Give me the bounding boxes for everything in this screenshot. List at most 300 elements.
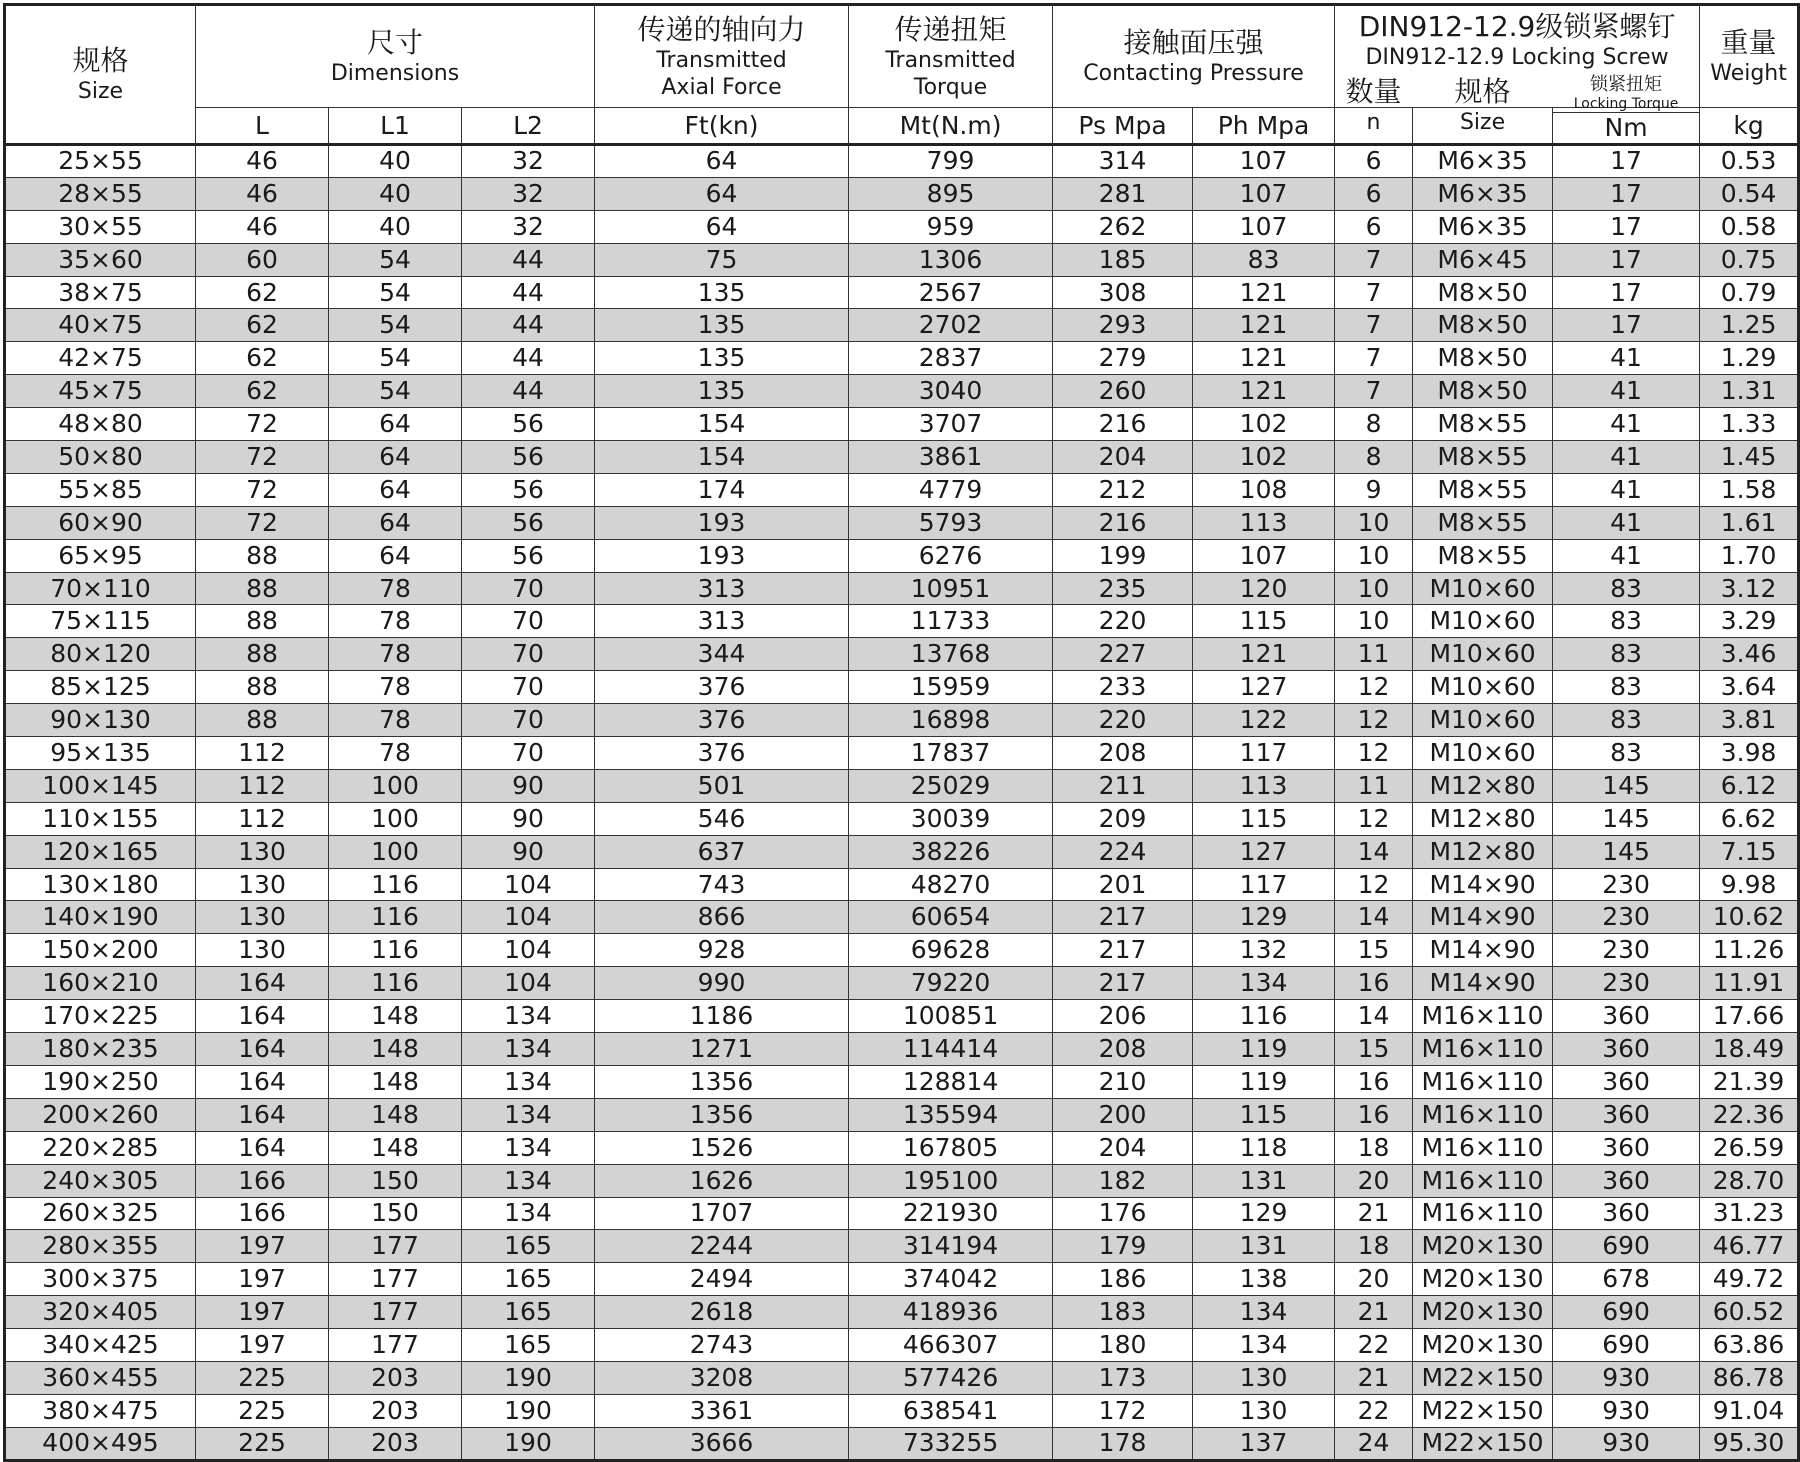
cell-weight: 1.31 bbox=[1700, 375, 1799, 408]
cell-L: 60 bbox=[196, 243, 329, 276]
cell-locking-torque: 41 bbox=[1553, 539, 1700, 572]
cell-locking-torque: 360 bbox=[1553, 1164, 1700, 1197]
cell-L1: 78 bbox=[329, 704, 462, 737]
cell-screw-size: M8×50 bbox=[1413, 342, 1553, 375]
cell-weight: 17.66 bbox=[1700, 1000, 1799, 1033]
cell-size: 120×165 bbox=[5, 835, 196, 868]
cell-locking-torque: 690 bbox=[1553, 1230, 1700, 1263]
cell-locking-torque: 83 bbox=[1553, 638, 1700, 671]
cell-ps: 216 bbox=[1053, 506, 1193, 539]
cell-locking-torque: 360 bbox=[1553, 1033, 1700, 1066]
cell-axial-force: 193 bbox=[595, 506, 849, 539]
cell-L: 112 bbox=[196, 769, 329, 802]
table-row bbox=[5, 1263, 1799, 1296]
cell-weight: 1.58 bbox=[1700, 473, 1799, 506]
cell-ps: 199 bbox=[1053, 539, 1193, 572]
cell-L1: 54 bbox=[329, 243, 462, 276]
cell-ph: 121 bbox=[1193, 309, 1335, 342]
cell-weight: 86.78 bbox=[1700, 1361, 1799, 1394]
cell-size: 190×250 bbox=[5, 1065, 196, 1098]
cell-axial-force: 75 bbox=[595, 243, 849, 276]
cell-axial-force: 313 bbox=[595, 605, 849, 638]
cell-L1: 64 bbox=[329, 473, 462, 506]
cell-ph: 117 bbox=[1193, 737, 1335, 770]
cell-locking-torque: 360 bbox=[1553, 1197, 1700, 1230]
cell-L2: 165 bbox=[462, 1230, 595, 1263]
cell-weight: 49.72 bbox=[1700, 1263, 1799, 1296]
cell-L2: 90 bbox=[462, 769, 595, 802]
cell-qty: 14 bbox=[1335, 1000, 1413, 1033]
cell-ph: 113 bbox=[1193, 769, 1335, 802]
cell-size: 110×155 bbox=[5, 802, 196, 835]
cell-ps: 227 bbox=[1053, 638, 1193, 671]
cell-ps: 206 bbox=[1053, 1000, 1193, 1033]
cell-locking-torque: 360 bbox=[1553, 1065, 1700, 1098]
cell-torque: 100851 bbox=[849, 1000, 1053, 1033]
cell-screw-size: M12×80 bbox=[1413, 769, 1553, 802]
cell-locking-torque: 145 bbox=[1553, 802, 1700, 835]
cell-ps: 224 bbox=[1053, 835, 1193, 868]
cell-L2: 104 bbox=[462, 901, 595, 934]
cell-size: 85×125 bbox=[5, 671, 196, 704]
cell-L1: 54 bbox=[329, 309, 462, 342]
cell-L: 88 bbox=[196, 572, 329, 605]
cell-weight: 0.58 bbox=[1700, 210, 1799, 243]
cell-torque: 69628 bbox=[849, 934, 1053, 967]
cell-screw-size: M8×55 bbox=[1413, 506, 1553, 539]
cell-ps: 217 bbox=[1053, 901, 1193, 934]
table-row bbox=[5, 276, 1799, 309]
cell-ph: 102 bbox=[1193, 408, 1335, 441]
cell-L: 88 bbox=[196, 539, 329, 572]
cell-qty: 10 bbox=[1335, 605, 1413, 638]
cell-L1: 177 bbox=[329, 1296, 462, 1329]
cell-ph: 134 bbox=[1193, 1296, 1335, 1329]
cell-L: 88 bbox=[196, 671, 329, 704]
cell-axial-force: 1707 bbox=[595, 1197, 849, 1230]
cell-L: 197 bbox=[196, 1296, 329, 1329]
cell-L: 164 bbox=[196, 1033, 329, 1066]
cell-ps: 204 bbox=[1053, 1131, 1193, 1164]
cell-L1: 150 bbox=[329, 1164, 462, 1197]
cell-ph: 83 bbox=[1193, 243, 1335, 276]
cell-screw-size: M12×80 bbox=[1413, 835, 1553, 868]
cell-size: 42×75 bbox=[5, 342, 196, 375]
cell-ps: 211 bbox=[1053, 769, 1193, 802]
table-row bbox=[5, 638, 1799, 671]
table-row bbox=[5, 243, 1799, 276]
table-row bbox=[5, 210, 1799, 243]
header-contact-pressure: 接触面压强 Contacting Pressure bbox=[1053, 5, 1335, 108]
cell-L2: 44 bbox=[462, 342, 595, 375]
cell-L2: 134 bbox=[462, 1033, 595, 1066]
cell-weight: 18.49 bbox=[1700, 1033, 1799, 1066]
cell-axial-force: 154 bbox=[595, 441, 849, 474]
table-row bbox=[5, 671, 1799, 704]
cell-qty: 22 bbox=[1335, 1329, 1413, 1362]
cell-L: 72 bbox=[196, 506, 329, 539]
cell-ph: 113 bbox=[1193, 506, 1335, 539]
cell-qty: 12 bbox=[1335, 737, 1413, 770]
cell-L: 62 bbox=[196, 309, 329, 342]
cell-locking-torque: 41 bbox=[1553, 473, 1700, 506]
cell-ph: 107 bbox=[1193, 145, 1335, 178]
table-row bbox=[5, 375, 1799, 408]
cell-screw-size: M8×50 bbox=[1413, 309, 1553, 342]
cell-locking-torque: 930 bbox=[1553, 1427, 1700, 1460]
cell-screw-size: M8×55 bbox=[1413, 408, 1553, 441]
cell-qty: 21 bbox=[1335, 1197, 1413, 1230]
cell-ps: 200 bbox=[1053, 1098, 1193, 1131]
cell-screw-size: M6×35 bbox=[1413, 177, 1553, 210]
cell-qty: 10 bbox=[1335, 572, 1413, 605]
cell-size: 100×145 bbox=[5, 769, 196, 802]
cell-ps: 308 bbox=[1053, 276, 1193, 309]
cell-ps: 262 bbox=[1053, 210, 1193, 243]
cell-ph: 127 bbox=[1193, 671, 1335, 704]
cell-screw-size: M10×60 bbox=[1413, 638, 1553, 671]
cell-axial-force: 501 bbox=[595, 769, 849, 802]
cell-ph: 122 bbox=[1193, 704, 1335, 737]
cell-L2: 90 bbox=[462, 835, 595, 868]
cell-ps: 201 bbox=[1053, 868, 1193, 901]
cell-torque: 4779 bbox=[849, 473, 1053, 506]
cell-L2: 134 bbox=[462, 1098, 595, 1131]
cell-size: 280×355 bbox=[5, 1230, 196, 1263]
cell-ph: 108 bbox=[1193, 473, 1335, 506]
cell-size: 30×55 bbox=[5, 210, 196, 243]
cell-axial-force: 546 bbox=[595, 802, 849, 835]
cell-weight: 63.86 bbox=[1700, 1329, 1799, 1362]
cell-L1: 40 bbox=[329, 210, 462, 243]
cell-L1: 54 bbox=[329, 276, 462, 309]
cell-size: 200×260 bbox=[5, 1098, 196, 1131]
cell-size: 55×85 bbox=[5, 473, 196, 506]
cell-size: 170×225 bbox=[5, 1000, 196, 1033]
cell-size: 60×90 bbox=[5, 506, 196, 539]
cell-torque: 3040 bbox=[849, 375, 1053, 408]
cell-qty: 9 bbox=[1335, 473, 1413, 506]
cell-weight: 95.30 bbox=[1700, 1427, 1799, 1460]
cell-ps: 209 bbox=[1053, 802, 1193, 835]
cell-L: 46 bbox=[196, 177, 329, 210]
cell-axial-force: 193 bbox=[595, 539, 849, 572]
cell-axial-force: 135 bbox=[595, 276, 849, 309]
cell-L1: 64 bbox=[329, 408, 462, 441]
cell-ps: 210 bbox=[1053, 1065, 1193, 1098]
cell-locking-torque: 145 bbox=[1553, 769, 1700, 802]
cell-qty: 7 bbox=[1335, 243, 1413, 276]
table-row bbox=[5, 1296, 1799, 1329]
table-row bbox=[5, 704, 1799, 737]
cell-weight: 21.39 bbox=[1700, 1065, 1799, 1098]
cell-screw-size: M10×60 bbox=[1413, 704, 1553, 737]
cell-L2: 44 bbox=[462, 375, 595, 408]
cell-torque: 195100 bbox=[849, 1164, 1053, 1197]
cell-ph: 102 bbox=[1193, 441, 1335, 474]
cell-L1: 78 bbox=[329, 572, 462, 605]
cell-qty: 6 bbox=[1335, 145, 1413, 178]
cell-L1: 100 bbox=[329, 835, 462, 868]
cell-axial-force: 928 bbox=[595, 934, 849, 967]
cell-screw-size: M6×45 bbox=[1413, 243, 1553, 276]
header-ps-unit: Ps Mpa bbox=[1053, 108, 1193, 145]
header-ph-unit: Ph Mpa bbox=[1193, 108, 1335, 145]
header-locking-torque: 锁紧扭矩 Locking Torque Nm bbox=[1553, 108, 1700, 145]
cell-L1: 148 bbox=[329, 1000, 462, 1033]
cell-qty: 6 bbox=[1335, 177, 1413, 210]
cell-locking-torque: 930 bbox=[1553, 1394, 1700, 1427]
cell-torque: 1306 bbox=[849, 243, 1053, 276]
cell-size: 340×425 bbox=[5, 1329, 196, 1362]
cell-weight: 1.29 bbox=[1700, 342, 1799, 375]
table-row bbox=[5, 1361, 1799, 1394]
cell-ph: 119 bbox=[1193, 1065, 1335, 1098]
cell-axial-force: 376 bbox=[595, 704, 849, 737]
cell-axial-force: 2244 bbox=[595, 1230, 849, 1263]
cell-ph: 107 bbox=[1193, 177, 1335, 210]
cell-L1: 54 bbox=[329, 375, 462, 408]
cell-L: 197 bbox=[196, 1263, 329, 1296]
cell-torque: 6276 bbox=[849, 539, 1053, 572]
cell-torque: 733255 bbox=[849, 1427, 1053, 1460]
cell-locking-torque: 678 bbox=[1553, 1263, 1700, 1296]
cell-L2: 44 bbox=[462, 243, 595, 276]
cell-screw-size: M16×110 bbox=[1413, 1098, 1553, 1131]
cell-locking-torque: 690 bbox=[1553, 1296, 1700, 1329]
cell-locking-torque: 230 bbox=[1553, 901, 1700, 934]
cell-axial-force: 64 bbox=[595, 145, 849, 178]
cell-L: 112 bbox=[196, 737, 329, 770]
cell-L2: 44 bbox=[462, 276, 595, 309]
cell-ph: 107 bbox=[1193, 210, 1335, 243]
cell-weight: 0.53 bbox=[1700, 145, 1799, 178]
cell-L: 62 bbox=[196, 375, 329, 408]
header-L1: L1 bbox=[329, 108, 462, 145]
cell-L2: 134 bbox=[462, 1164, 595, 1197]
header-screw-size: 规格 Size bbox=[1413, 108, 1553, 145]
cell-axial-force: 135 bbox=[595, 309, 849, 342]
cell-ph: 138 bbox=[1193, 1263, 1335, 1296]
cell-axial-force: 743 bbox=[595, 868, 849, 901]
cell-L: 72 bbox=[196, 473, 329, 506]
cell-L2: 165 bbox=[462, 1263, 595, 1296]
cell-axial-force: 135 bbox=[595, 342, 849, 375]
cell-weight: 28.70 bbox=[1700, 1164, 1799, 1197]
cell-axial-force: 154 bbox=[595, 408, 849, 441]
cell-ph: 121 bbox=[1193, 638, 1335, 671]
cell-locking-torque: 83 bbox=[1553, 671, 1700, 704]
cell-L1: 64 bbox=[329, 506, 462, 539]
cell-torque: 114414 bbox=[849, 1033, 1053, 1066]
table-row bbox=[5, 1033, 1799, 1066]
cell-axial-force: 2618 bbox=[595, 1296, 849, 1329]
cell-L1: 54 bbox=[329, 342, 462, 375]
cell-ph: 115 bbox=[1193, 802, 1335, 835]
cell-screw-size: M20×130 bbox=[1413, 1230, 1553, 1263]
cell-locking-torque: 230 bbox=[1553, 934, 1700, 967]
cell-L: 164 bbox=[196, 1000, 329, 1033]
cell-L1: 116 bbox=[329, 967, 462, 1000]
cell-L: 46 bbox=[196, 145, 329, 178]
table-row bbox=[5, 177, 1799, 210]
table-row bbox=[5, 1000, 1799, 1033]
cell-torque: 314194 bbox=[849, 1230, 1053, 1263]
cell-L2: 44 bbox=[462, 309, 595, 342]
cell-locking-torque: 230 bbox=[1553, 967, 1700, 1000]
table-row bbox=[5, 1329, 1799, 1362]
cell-torque: 13768 bbox=[849, 638, 1053, 671]
cell-L1: 64 bbox=[329, 539, 462, 572]
cell-locking-torque: 83 bbox=[1553, 704, 1700, 737]
cell-size: 260×325 bbox=[5, 1197, 196, 1230]
cell-screw-size: M22×150 bbox=[1413, 1361, 1553, 1394]
cell-weight: 91.04 bbox=[1700, 1394, 1799, 1427]
cell-axial-force: 3666 bbox=[595, 1427, 849, 1460]
table-row bbox=[5, 572, 1799, 605]
cell-screw-size: M14×90 bbox=[1413, 868, 1553, 901]
cell-L1: 203 bbox=[329, 1361, 462, 1394]
cell-size: 38×75 bbox=[5, 276, 196, 309]
cell-L1: 148 bbox=[329, 1098, 462, 1131]
cell-L1: 177 bbox=[329, 1263, 462, 1296]
cell-ph: 121 bbox=[1193, 342, 1335, 375]
cell-locking-torque: 41 bbox=[1553, 408, 1700, 441]
cell-weight: 3.98 bbox=[1700, 737, 1799, 770]
cell-ps: 182 bbox=[1053, 1164, 1193, 1197]
table-header bbox=[5, 5, 1799, 145]
cell-ph: 129 bbox=[1193, 1197, 1335, 1230]
cell-torque: 16898 bbox=[849, 704, 1053, 737]
cell-locking-torque: 17 bbox=[1553, 276, 1700, 309]
cell-axial-force: 3361 bbox=[595, 1394, 849, 1427]
table-row bbox=[5, 868, 1799, 901]
cell-locking-torque: 17 bbox=[1553, 177, 1700, 210]
cell-size: 400×495 bbox=[5, 1427, 196, 1460]
cell-locking-torque: 230 bbox=[1553, 868, 1700, 901]
cell-torque: 221930 bbox=[849, 1197, 1053, 1230]
cell-L2: 134 bbox=[462, 1131, 595, 1164]
table-row bbox=[5, 309, 1799, 342]
cell-torque: 3861 bbox=[849, 441, 1053, 474]
cell-axial-force: 174 bbox=[595, 473, 849, 506]
cell-torque: 418936 bbox=[849, 1296, 1053, 1329]
cell-locking-torque: 360 bbox=[1553, 1000, 1700, 1033]
header-torque: 传递扭矩 Transmitted Torque bbox=[849, 5, 1053, 108]
cell-L: 197 bbox=[196, 1329, 329, 1362]
cell-weight: 7.15 bbox=[1700, 835, 1799, 868]
table-row bbox=[5, 342, 1799, 375]
cell-screw-size: M16×110 bbox=[1413, 1065, 1553, 1098]
cell-screw-size: M6×35 bbox=[1413, 210, 1553, 243]
cell-ph: 107 bbox=[1193, 539, 1335, 572]
table-row bbox=[5, 506, 1799, 539]
cell-L2: 165 bbox=[462, 1296, 595, 1329]
cell-axial-force: 1356 bbox=[595, 1065, 849, 1098]
cell-qty: 8 bbox=[1335, 408, 1413, 441]
cell-L: 88 bbox=[196, 704, 329, 737]
cell-ph: 130 bbox=[1193, 1361, 1335, 1394]
cell-screw-size: M8×50 bbox=[1413, 276, 1553, 309]
cell-L: 112 bbox=[196, 802, 329, 835]
cell-size: 160×210 bbox=[5, 967, 196, 1000]
cell-ph: 127 bbox=[1193, 835, 1335, 868]
cell-ps: 217 bbox=[1053, 967, 1193, 1000]
table-row bbox=[5, 1197, 1799, 1230]
table-row bbox=[5, 145, 1799, 178]
cell-locking-torque: 690 bbox=[1553, 1329, 1700, 1362]
cell-weight: 0.75 bbox=[1700, 243, 1799, 276]
cell-L1: 177 bbox=[329, 1329, 462, 1362]
cell-torque: 15959 bbox=[849, 671, 1053, 704]
cell-L: 130 bbox=[196, 835, 329, 868]
cell-ph: 134 bbox=[1193, 1329, 1335, 1362]
cell-torque: 60654 bbox=[849, 901, 1053, 934]
table-body bbox=[5, 145, 1799, 1461]
cell-L: 166 bbox=[196, 1164, 329, 1197]
cell-L2: 70 bbox=[462, 737, 595, 770]
cell-weight: 26.59 bbox=[1700, 1131, 1799, 1164]
cell-weight: 1.70 bbox=[1700, 539, 1799, 572]
cell-locking-torque: 17 bbox=[1553, 243, 1700, 276]
cell-screw-size: M8×55 bbox=[1413, 441, 1553, 474]
cell-size: 300×375 bbox=[5, 1263, 196, 1296]
cell-L2: 104 bbox=[462, 934, 595, 967]
cell-qty: 12 bbox=[1335, 671, 1413, 704]
cell-locking-torque: 41 bbox=[1553, 506, 1700, 539]
cell-ph: 117 bbox=[1193, 868, 1335, 901]
spec-table bbox=[3, 3, 1800, 1462]
cell-ps: 183 bbox=[1053, 1296, 1193, 1329]
cell-ps: 179 bbox=[1053, 1230, 1193, 1263]
cell-weight: 11.91 bbox=[1700, 967, 1799, 1000]
cell-ps: 216 bbox=[1053, 408, 1193, 441]
cell-ph: 118 bbox=[1193, 1131, 1335, 1164]
cell-L: 225 bbox=[196, 1361, 329, 1394]
cell-qty: 18 bbox=[1335, 1230, 1413, 1263]
cell-L: 62 bbox=[196, 276, 329, 309]
cell-torque: 30039 bbox=[849, 802, 1053, 835]
cell-qty: 24 bbox=[1335, 1427, 1413, 1460]
cell-qty: 15 bbox=[1335, 934, 1413, 967]
header-L: L bbox=[196, 108, 329, 145]
cell-weight: 22.36 bbox=[1700, 1098, 1799, 1131]
table-row bbox=[5, 1131, 1799, 1164]
cell-screw-size: M6×35 bbox=[1413, 145, 1553, 178]
cell-L2: 104 bbox=[462, 967, 595, 1000]
cell-L: 72 bbox=[196, 441, 329, 474]
header-kg-unit: kg bbox=[1700, 108, 1799, 145]
cell-ps: 220 bbox=[1053, 704, 1193, 737]
cell-weight: 6.12 bbox=[1700, 769, 1799, 802]
cell-axial-force: 376 bbox=[595, 671, 849, 704]
cell-torque: 38226 bbox=[849, 835, 1053, 868]
table-row bbox=[5, 901, 1799, 934]
cell-size: 40×75 bbox=[5, 309, 196, 342]
cell-size: 360×455 bbox=[5, 1361, 196, 1394]
cell-torque: 5793 bbox=[849, 506, 1053, 539]
header-L2: L2 bbox=[462, 108, 595, 145]
cell-qty: 15 bbox=[1335, 1033, 1413, 1066]
cell-qty: 12 bbox=[1335, 704, 1413, 737]
cell-weight: 3.29 bbox=[1700, 605, 1799, 638]
cell-ps: 235 bbox=[1053, 572, 1193, 605]
table-row bbox=[5, 1164, 1799, 1197]
table-row bbox=[5, 1098, 1799, 1131]
cell-ph: 115 bbox=[1193, 1098, 1335, 1131]
cell-qty: 21 bbox=[1335, 1296, 1413, 1329]
cell-L: 166 bbox=[196, 1197, 329, 1230]
